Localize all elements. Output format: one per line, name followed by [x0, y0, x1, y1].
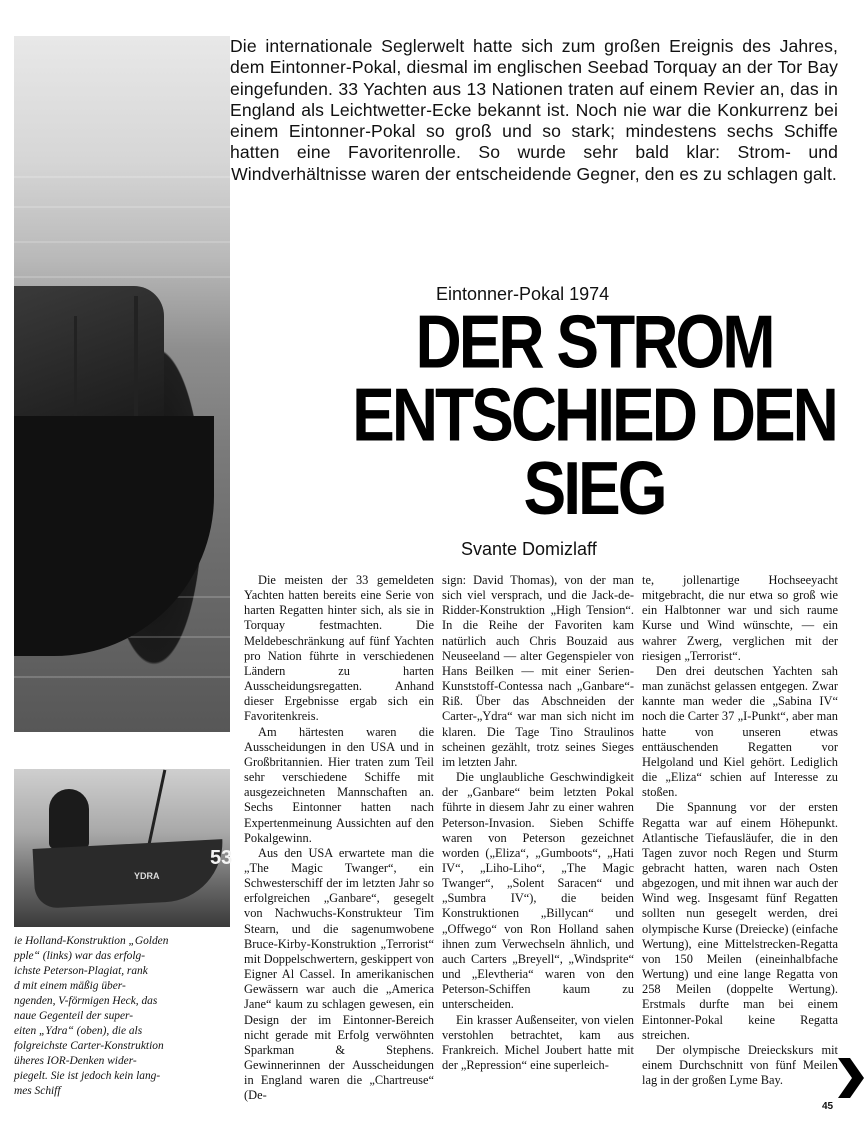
paragraph: Aus den USA erwartete man die „The Magic Twanger“, ein Schwesterschiff der im letzten Jahr so erfolgreichen „Ganbare“, gesegelt von Nachwuchs-Konstrukteur Tim Stearn, und die sagenumwobene Bruce-Kirby-Konstruktion „Terrorist“ mit Doppelschwertern, geskippert von Eigner Al Cassel. In amerikanischen Gewässern war auch die „America Jane“ kaum zu schlagen gewesen, ein Design der im Eintonner-Bereich nicht gerade mit Erfolg verwöhnten Sparkman & Stephens. Gewinnerinnen der Ausscheidungen in England waren die „Chartreuse“ (De-	[244, 845, 434, 1103]
headline	[334, 299, 854, 531]
article-column-1	[244, 573, 434, 1103]
article-column-3	[642, 573, 838, 1088]
headline-line-2: ENTSCHIED DEN	[352, 372, 836, 458]
continue-arrow-icon	[838, 1058, 864, 1098]
paragraph: Die Spannung vor der ersten Regatta war auf einem Höhepunkt. Atlantische Tiefausläufer, die in den Tagen zuvor noch Regen und Sturm gebracht hatten, waren nach Osten abgezogen, und mit ihnen war auch der Wind weg. Insgesamt fünf Regatten sollten nun gesegelt werden, drei olympische Kurse (Dreiecke) (einfache Wertung), eine Mittelstrecken-Regatta von 150 Meilen (eineinhalbfache Wertung) und eine lange Regatta von 258 Meilen (doppelte Wertung). Erstmals durfte man bei einem Eintonner-Pokal keine Regatta streichen.	[642, 800, 838, 1042]
headline-line-3: SIEG	[523, 445, 665, 531]
paragraph: Die unglaubliche Geschwindigkeit der „Ganbare“ beim letzten Pokal führte in diesem Jahr zu einer wahren Peterson-Invasion. Sieben Schiffe waren von Peterson gezeichnet worden („Eliza“, „Gumboots“, „Hati IV“, „Liho-Liho“, „The Magic Twanger“, „Solent Saracen“ und „Sumbra IV“), die beiden Konstruktionen „Billycan“ und „Offwego“ von Ron Holland sahen ihnen zum Verwechseln ähnlich, und auch Carters „Breyell“, „Windsprite“ und „Elevtheria“ waren von den Peterson-Schiffen kaum zu unterscheiden.	[442, 770, 634, 1012]
intro-paragraph: Die internationale Seglerwelt hatte sich zum großen Ereignis des Jahres, dem Eintonner-Pokal, diesmal im englischen Seebad Torquay an der Tor Bay eingefunden. 33 Yachten aus 13 Nationen traten auf einem Revier an, das in England als Leichtwetter-Ecke bekannt ist. Noch nie war die Konkurrenz bei einem Eintonner-Pokal so groß und so stark; mindestens sechs Schiffe hatten eine Favoritenrolle. So wurde sehr bald klar: Strom- und Windverhältnisse waren der entscheidende Gegner, den es zu schlagen galt.	[230, 36, 838, 184]
paragraph: sign: David Thomas), von der man sich viel versprach, und die Jack-de-Ridder-Konstruktion „High Tension“. In die Reihe der Favoriten kam natürlich auch Chris Bouzaid aus Neuseeland — alter Gegenspieler von Hans Beilken — mit einer Serien-Kunststoff-Contessa nach „Ganbare“-Riß. Über das Abschneiden der Carter-„Ydra“ war man sich nicht im klaren. Die Tage Tino Straulinos scheinen gezählt, trotz seines Sieges im letzten Jahr.	[442, 573, 634, 769]
sailboat-photo-ydra	[14, 769, 233, 927]
paragraph: Den drei deutschen Yachten sah man zunächst gelassen entgegen. Zwar kannte man weder die „Sabina IV“ noch die Carter 37 „I-Punkt“, aber man hatte von unseren etwas enttäuschenden Regatten vor Helgoland und Kiel gehört. Lediglich die „Eliza“ schien auf Interesse zu stoßen.	[642, 663, 838, 800]
sailboat-photo-top	[14, 36, 230, 732]
paragraph: Der olympische Dreieckskurs mit einem Durchschnitt von fünf Meilen lag in der großen Lyme Bay.	[642, 1042, 838, 1088]
headline-line-1: DER STROM	[415, 299, 773, 385]
paragraph: te, jollenartige Hochseeyacht mitgebracht, die nur etwa so groß wie ein Halbtonner war und sich raume Kurse und Wind wünschte, — ein wahrer Zwerg, verglichen mit der riesigen „Terrorist“.	[642, 573, 838, 663]
page-number: 45	[822, 1101, 834, 1112]
yacht-name-on-hull: YDRA	[134, 871, 160, 881]
paragraph: Ein krasser Außenseiter, von vielen verstohlen betrachtet, kam aus Frankreich. Michel Joubert hatte mit der „Repression“ eine superleich-	[442, 1012, 634, 1072]
photo-caption: ie Holland-Konstruktion „Golden pple“ (links) war das erfolg- ichste Peterson-Plagiat, rank d mit einem mäßig über- ngenden, V-förmigen Heck, das naue Gegenteil der super- eiten „Ydra“ (oben), die als folgreichste Carter-Konstruktion üheres IOR-Denken wider- piegelt. Sie ist jedoch kein lang- mes Schiff	[14, 935, 169, 1097]
article-column-2	[442, 573, 634, 1073]
author-byline: Svante Domizlaff	[461, 539, 597, 559]
kicker: Eintonner-Pokal 1974	[436, 284, 610, 304]
paragraph: Die meisten der 33 gemeldeten Yachten hatten bereits eine Serie von harten Regatten hinter sich, als sie in Torquay festmachten. Die Meldebeschränkung auf fünf Yachten pro Nation führte in verschiedenen Ländern zu harten Ausscheidungsregatten. Anhand dieser Ergebnisse ergab sich ein Favoritenkreis.	[244, 573, 434, 724]
paragraph: Am härtesten waren die Ausscheidungen in den USA und in Großbritannien. Hier traten zum Teil sehr verschiedene Schiffe mit ausgezeichneten Mannschaften an. Sechs Eintonner hatten nach Expertenmeinung Aussichten auf den Pokalgewinn.	[244, 724, 434, 845]
sail-number: 53	[210, 847, 233, 869]
